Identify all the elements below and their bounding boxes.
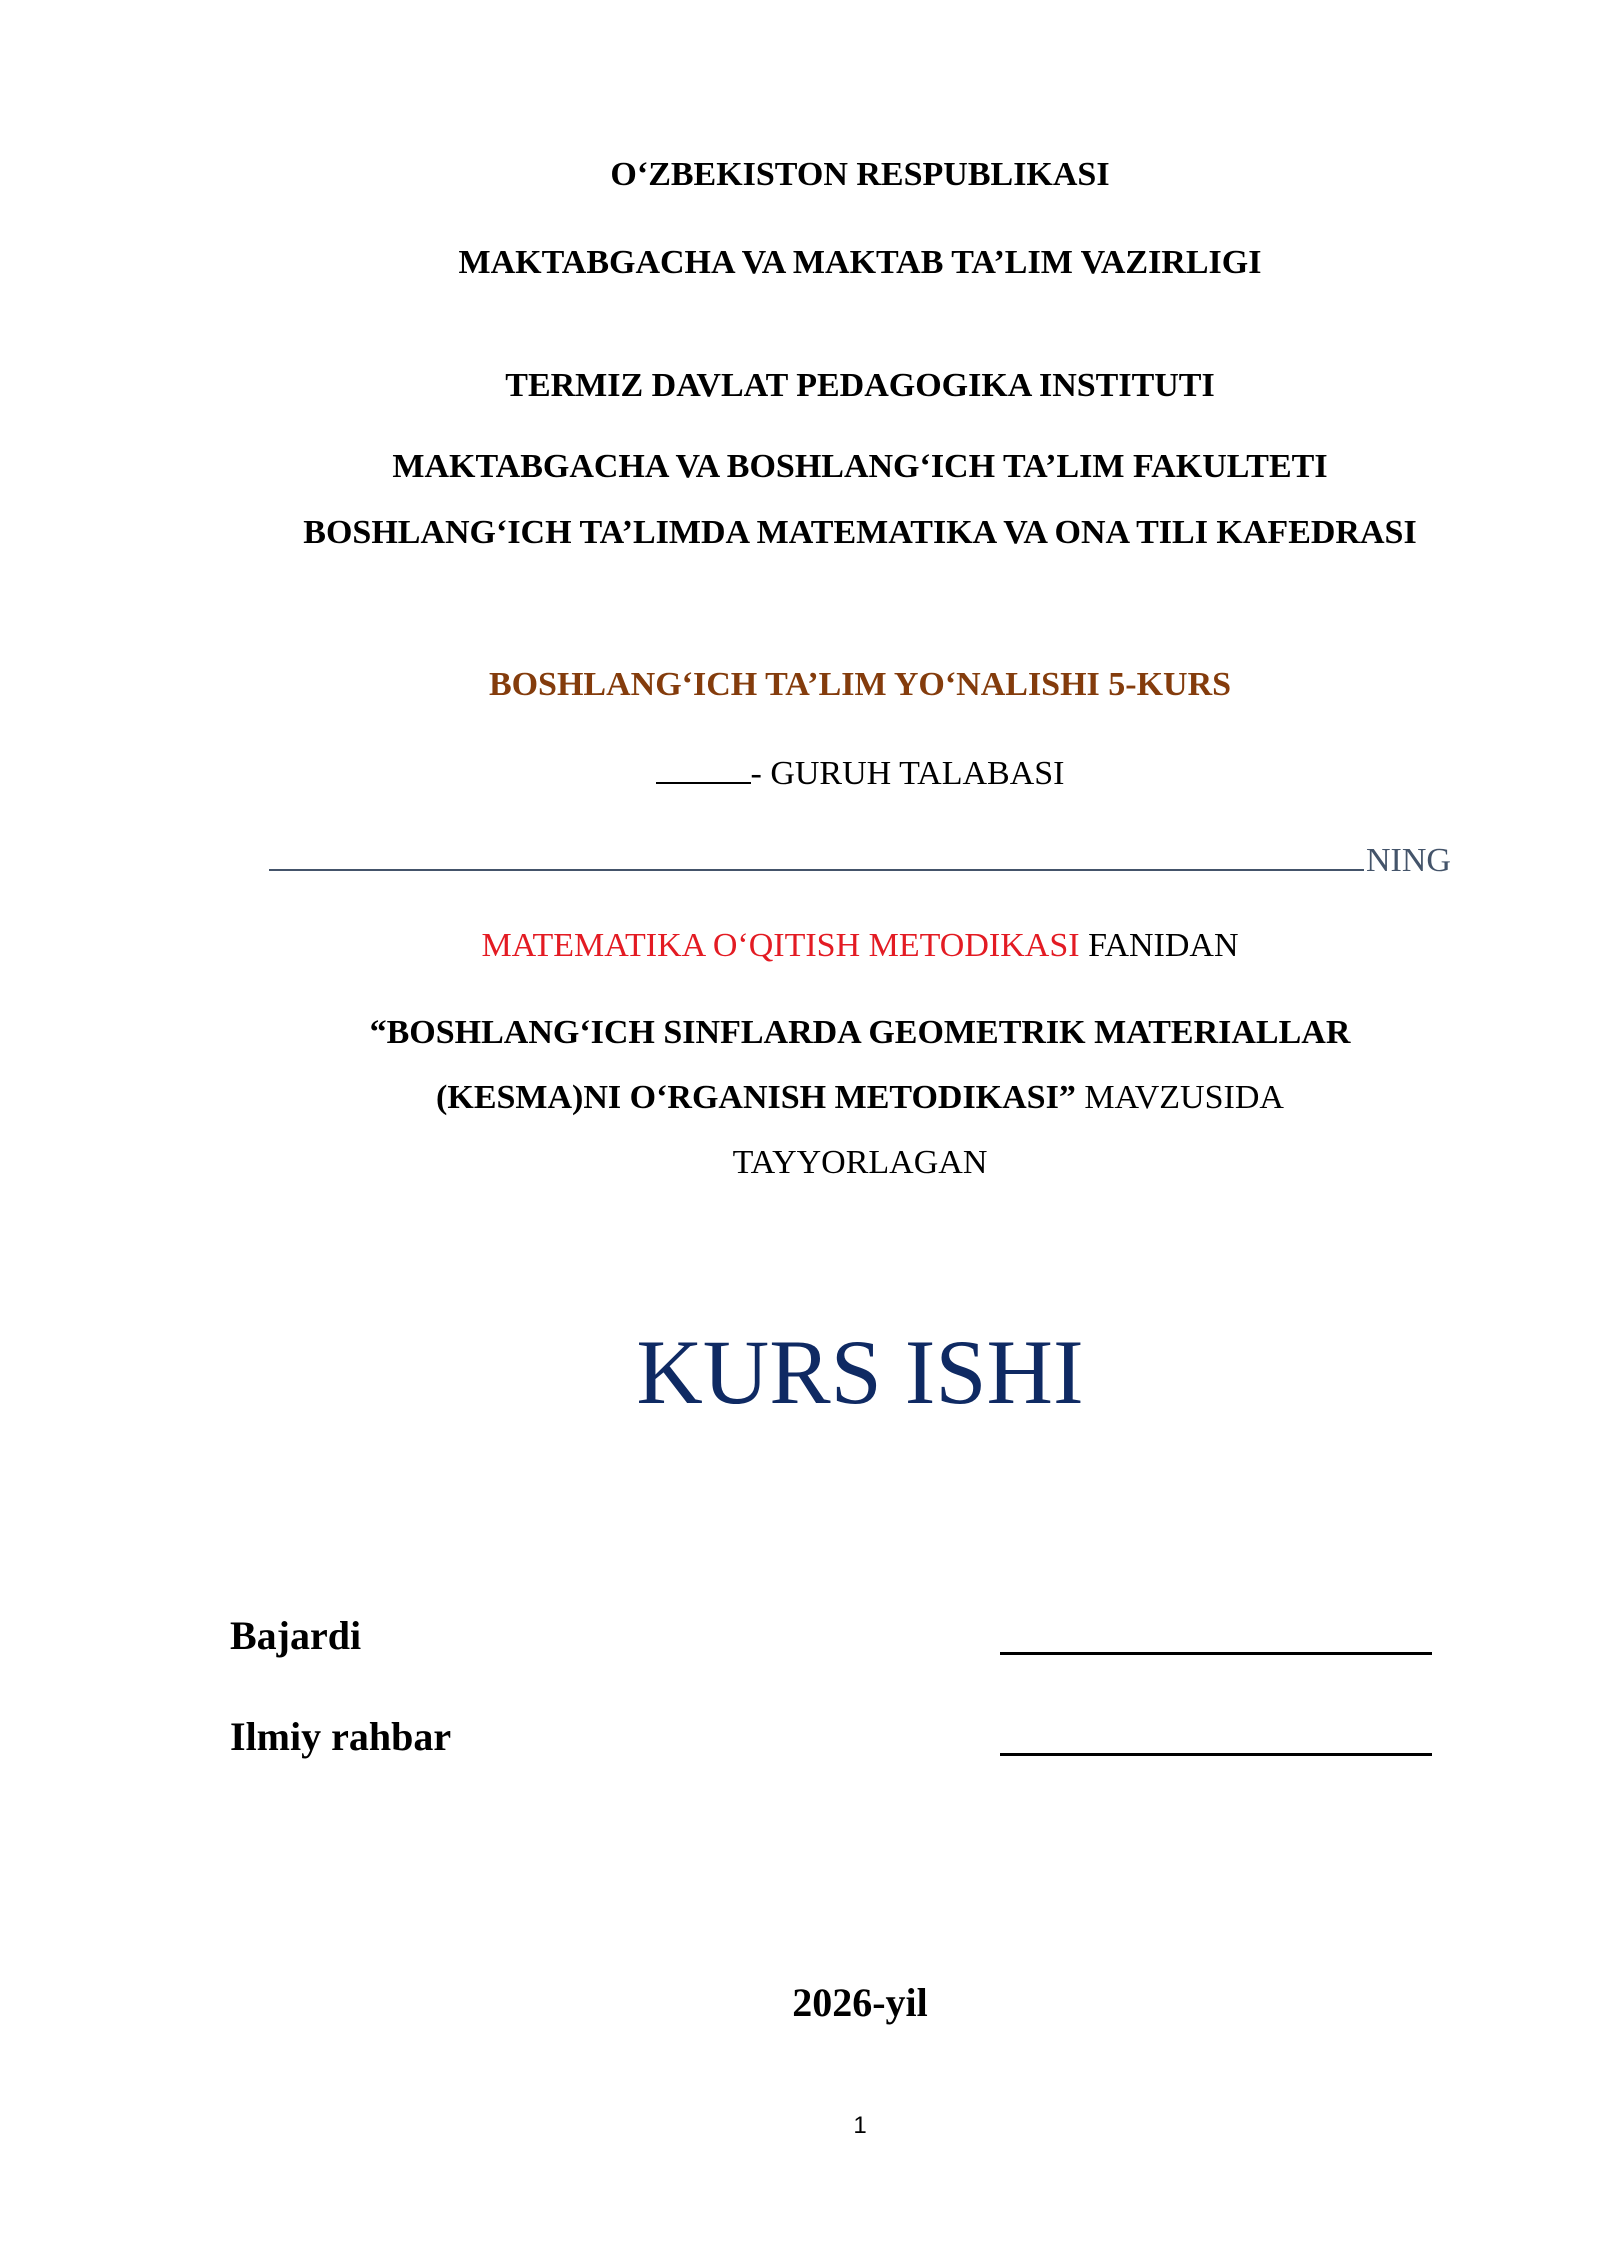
republic-heading: O‘ZBEKISTON RESPUBLIKASI <box>610 156 1110 193</box>
subject-name: MATEMATIKA O‘QITISH METODIKASI <box>481 927 1080 964</box>
subject-suffix: FANIDAN <box>1079 927 1239 964</box>
ministry-heading: MAKTABGACHA VA MAKTAB TA’LIM VAZIRLIGI <box>458 244 1262 281</box>
student-name-blank[interactable] <box>269 839 1364 871</box>
performed-by-label: Bajardi <box>230 1613 362 1658</box>
document-title: KURS ISHI <box>636 1321 1084 1423</box>
group-suffix: - GURUH TALABASI <box>750 755 1065 792</box>
faculty-heading: MAKTABGACHA VA BOSHLANG‘ICH TA’LIM FAKULTETI <box>392 448 1328 485</box>
group-blank[interactable] <box>656 752 751 784</box>
topic-line-2-rest: MAVZUSIDA <box>1075 1079 1284 1116</box>
page-number: 1 <box>853 2112 867 2139</box>
group-line <box>0 752 1600 794</box>
year-line: 2026-yil <box>792 1980 928 2025</box>
student-name-line <box>0 839 1600 881</box>
student-name-suffix: NING <box>1366 842 1451 879</box>
topic-line-3: TAYYORLAGAN <box>732 1144 988 1181</box>
subject-line <box>0 926 1600 966</box>
direction-line: BOSHLANG‘ICH TA’LIM YO‘NALISHI 5-KURS <box>488 666 1232 703</box>
supervisor-label: Ilmiy rahbar <box>230 1714 452 1759</box>
performed-by-signature-line[interactable] <box>1000 1652 1432 1655</box>
topic-line-1: “BOSHLANG‘ICH SINFLARDA GEOMETRIK MATERIALLAR <box>369 1014 1351 1051</box>
supervisor-signature-line[interactable] <box>1000 1753 1432 1756</box>
topic-line-2-bold: (KESMA)NI O‘RGANISH METODIKASI” <box>436 1079 1076 1116</box>
institute-heading: TERMIZ DAVLAT PEDAGOGIKA INSTITUTI <box>505 367 1215 404</box>
topic-line-2 <box>0 1078 1600 1118</box>
department-heading: BOSHLANG‘ICH TA’LIMDA MATEMATIKA VA ONA TILI KAFEDRASI <box>303 514 1417 551</box>
